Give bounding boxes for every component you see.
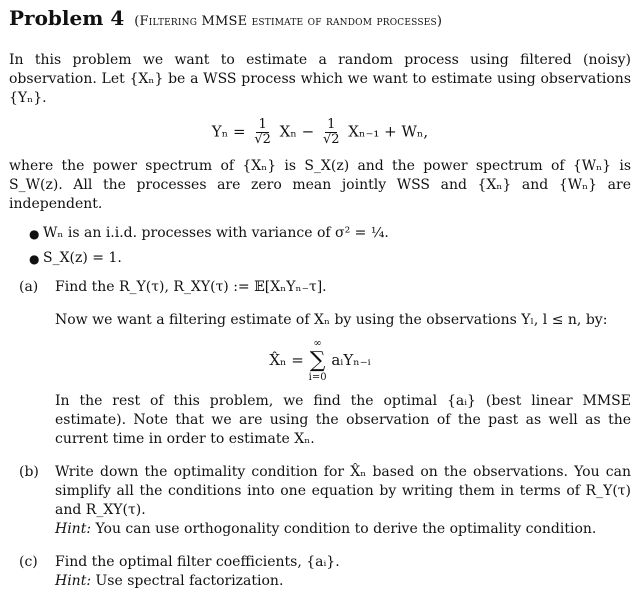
bullet-icon: ● (29, 227, 40, 241)
problem-header (9, 6, 631, 31)
part-a (9, 278, 631, 297)
spectrum-paragraph: where the power spectrum of {Xₙ} is S_X(z) and the power spectrum of {Wₙ} is S_W(z). All the processes are zero mean jointly WSS and {Xₙ} and {Wₙ} are independent. (9, 158, 631, 212)
part-a-text: Find the R_Y(τ), R_XY(τ) := 𝔼[XₙYₙ₋τ]. (55, 279, 327, 295)
part-c-hint (55, 572, 631, 591)
part-b-hint-label: Hint: (55, 521, 92, 537)
part-b-hint-text: You can use orthogonality condition to derive the optimality condition. (95, 521, 597, 537)
part-c-text: Find the optimal filter coefficients, {aᵢ}. (55, 554, 340, 570)
assumption-text: S_X(z) = 1. (43, 250, 122, 266)
summation (309, 338, 327, 384)
assumption-item (9, 224, 631, 243)
eq-fraction-2-numerator: 1 (327, 117, 336, 132)
optimal-paragraph: In the rest of this problem, we find the optimal {aᵢ} (best linear MMSE estimate). Note that we are using the observation of the past as well as the current time in order to estimate Xₙ. (55, 393, 631, 447)
eq-fraction-2-denominator: √2 (322, 132, 340, 147)
part-b-label: (b) (19, 464, 39, 480)
bullet-icon: ● (29, 252, 40, 266)
eq-fraction-1-numerator: 1 (258, 117, 267, 132)
eq-fraction-2 (321, 118, 342, 147)
part-b-text: Write down the optimality condition for X̂ₙ based on the observations. You can simplify all the conditions into one equation by writing them in terms of R_Y(τ) and R_XY(τ). (55, 464, 631, 518)
summation-upper-limit: ∞ (313, 338, 322, 349)
filtering-paragraph: Now we want a filtering estimate of Xₙ by using the observations Yₗ, l ≤ n, by: (55, 312, 608, 328)
part-b-hint (55, 520, 631, 539)
eq-fraction-1 (252, 118, 273, 147)
part-c-hint-label: Hint: (55, 573, 92, 589)
part-a-label: (a) (19, 279, 39, 295)
summation-icon: ∑ (309, 348, 326, 373)
part-c (9, 553, 631, 591)
assumption-text: Wₙ is an i.i.d. processes with variance of σ² = ¼. (43, 225, 389, 241)
part-b-body (55, 463, 631, 539)
eq-fraction-1-denominator: √2 (254, 132, 271, 147)
part-b (9, 463, 631, 539)
eq-term-2: Xₙ₋₁ + Wₙ, (348, 122, 429, 141)
part-c-body (55, 553, 631, 591)
eq-lhs: Yₙ = (211, 122, 246, 141)
intro-paragraph: In this problem we want to estimate a random process using filtered (noisy) observation. Let {Xₙ} be a WSS process which we want to estimate using observations {Yₙ}. (9, 52, 631, 106)
estimator-equation (9, 338, 631, 384)
problem-subtitle: (Filtering MMSE estimate of random processes) (134, 14, 443, 29)
estimator-lhs: X̂ₙ = (269, 351, 304, 369)
part-c-hint-text: Use spectral factorization. (95, 573, 284, 589)
assumption-list (9, 224, 631, 268)
part-c-label: (c) (19, 554, 38, 570)
eq-term-1: Xₙ − (279, 122, 315, 141)
estimator-rhs: aᵢYₙ₋ᵢ (331, 351, 371, 369)
problem-title: Problem 4 (9, 6, 125, 30)
summation-lower-limit: i=0 (308, 372, 327, 383)
observation-equation (9, 118, 631, 147)
assumption-item (9, 249, 631, 268)
